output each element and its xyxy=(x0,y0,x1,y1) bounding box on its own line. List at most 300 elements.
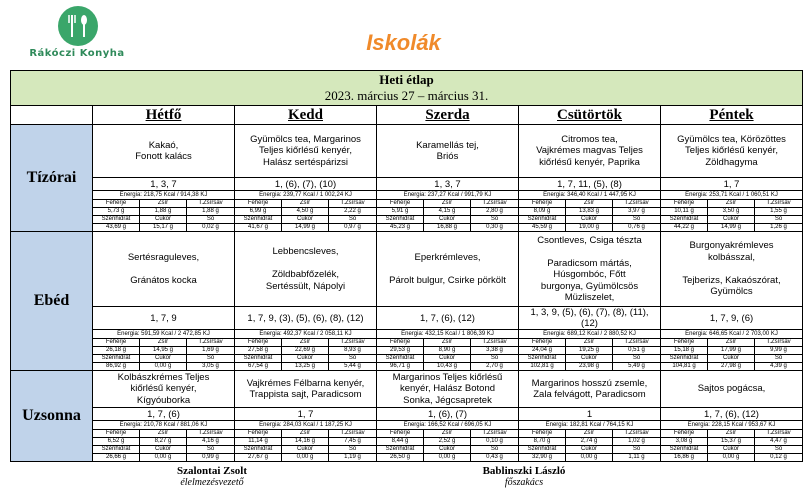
allergen-line: (12) xyxy=(581,318,598,329)
meal-line: Zöldhagyma xyxy=(705,156,758,168)
nutrient-label: Só xyxy=(755,446,802,454)
nutrient-label: Cukor xyxy=(282,355,329,363)
nutrient-value: 24,04 g xyxy=(519,347,566,355)
meal-text xyxy=(519,125,661,178)
nutrient-label: Zsír xyxy=(140,430,187,438)
nutrient-value: 0,00 g xyxy=(282,454,329,461)
nutrient-value: 4,47 g xyxy=(755,438,802,446)
meal-line: Tejberizs, Kakaószórat, xyxy=(682,274,781,286)
nutrient-value: 3,05 g xyxy=(202,363,219,369)
nutrient-value: 13,25 g xyxy=(282,363,329,370)
meal-line: Gránátos kocka xyxy=(130,274,197,286)
nutrient-value: 4,15 g xyxy=(424,208,471,216)
nutrient-value: 16,86 g xyxy=(661,454,708,461)
allergen-codes xyxy=(519,408,661,421)
nutrient-value: 22,69 g xyxy=(282,347,329,355)
allergen-codes xyxy=(519,178,661,191)
nutrient-label: Szénhidrát xyxy=(377,355,424,363)
nutrient-value: 2,74 g xyxy=(566,438,613,446)
nutrient-label: T.Zsírsav xyxy=(471,430,518,438)
day-header: Csütörtök xyxy=(519,106,661,125)
nutrient-label: Zsír xyxy=(708,339,755,347)
allergen-line: 1, (6), (7), (10) xyxy=(274,178,337,190)
nutrient-grid xyxy=(377,339,519,371)
nutrient-value: 44,22 g xyxy=(661,224,708,231)
nutrient-label: T.Zsírsav xyxy=(613,339,660,347)
nutrient-label: Fehérje xyxy=(661,200,708,208)
nutrient-values xyxy=(235,339,376,370)
allergen-line: 1, (6), (7) xyxy=(427,408,468,420)
nutrient-grid xyxy=(93,430,235,462)
nutrient-value: 4,39 g xyxy=(770,363,787,369)
nutrient-grid xyxy=(377,200,519,232)
meal-line: Fonott kalács xyxy=(135,151,192,162)
meal-text xyxy=(235,232,377,307)
nutrient-label: Cukor xyxy=(282,446,329,454)
nutrient-label: Só xyxy=(187,355,234,363)
nutrient-grid xyxy=(519,200,661,232)
nutrient-value: 8,70 g xyxy=(519,438,566,446)
nutrient-label: Cukor xyxy=(566,446,613,454)
nutrient-value: 2,52 g xyxy=(424,438,471,446)
meal-line: Sajtos pogácsa, xyxy=(697,383,766,395)
nutrient-value: 10,43 g xyxy=(424,363,471,370)
nutrient-label: Fehérje xyxy=(235,339,282,347)
allergen-codes xyxy=(93,408,235,421)
nutrient-value: 3,08 g xyxy=(661,438,708,446)
meal-text xyxy=(519,232,661,307)
nutrient-label: Cukor xyxy=(708,446,755,454)
nutrient-value: 14,99 g xyxy=(282,224,329,231)
nutrient-label: T.Zsírsav xyxy=(613,200,660,208)
allergen-codes xyxy=(235,178,377,191)
signature-2 xyxy=(424,465,624,488)
signature-1 xyxy=(112,465,312,488)
meal-line: Margarinos Teljes kiőrlésű xyxy=(392,371,503,383)
nutrient-label: T.Zsírsav xyxy=(755,339,802,347)
meal-line: Gyümölcs xyxy=(710,286,753,298)
meal-line: Vajkrémes magvas Teljes xyxy=(536,145,643,157)
nutrient-value: 0,99 g xyxy=(202,454,219,460)
nutrient-values xyxy=(377,430,518,461)
allergen-codes xyxy=(235,408,377,421)
energy-value: Energia: 492,37 Kcal / 2 058,11 KJ xyxy=(235,330,377,339)
nutrient-grid xyxy=(661,200,803,232)
section-label: Tízórai xyxy=(11,125,93,232)
allergen-line: 1, 3, 7 xyxy=(150,178,177,190)
nutrient-values xyxy=(661,339,802,370)
nutrient-value: 1,19 g xyxy=(344,454,361,460)
nutrient-value: 23,98 g xyxy=(566,363,613,370)
nutrient-value: 19,00 g xyxy=(566,224,613,231)
nutrient-label: Fehérje xyxy=(377,430,424,438)
energy-value: Energia: 237,27 Kcal / 991,79 KJ xyxy=(377,191,519,200)
nutrient-value: 1,88 g xyxy=(187,208,234,216)
nutrient-value: 3,50 g xyxy=(708,208,755,216)
nutrient-value: 67,54 g xyxy=(235,363,282,370)
nutrient-value: 14,16 g xyxy=(282,438,329,446)
meal-line: kiőrlésű kenyér, Paprika xyxy=(539,156,640,168)
nutrient-label: T.Zsírsav xyxy=(187,430,234,438)
energy-value: Energia: 166,52 Kcal / 696,05 KJ xyxy=(377,421,519,430)
day-header: Hétfő xyxy=(93,106,235,125)
meal-line: kenyér, Halász Botond xyxy=(399,383,496,395)
nutrient-label: Zsír xyxy=(566,339,613,347)
meal-line: Zöldbabfőzelék, xyxy=(271,269,340,280)
meal-text xyxy=(93,371,235,408)
nutrient-values xyxy=(377,200,518,231)
meal-line: Teljes kiőrlésű kenyér, xyxy=(259,145,352,157)
nutrient-label: T.Zsírsav xyxy=(471,200,518,208)
nutrient-value: 15,18 g xyxy=(661,347,708,355)
allergen-codes xyxy=(377,408,519,421)
corner-cell xyxy=(11,106,93,125)
nutrient-label: Cukor xyxy=(140,355,187,363)
nutrient-value: 41,67 g xyxy=(235,224,282,231)
nutrient-value: 0,12 g xyxy=(770,454,787,460)
meal-line: Sonka, Jégcsapretek xyxy=(403,394,492,406)
menu-title-line1: Heti étlap xyxy=(379,72,434,87)
signature-role: főszakács xyxy=(504,477,544,488)
nutrient-value: 14,95 g xyxy=(140,347,187,355)
meal-line xyxy=(235,258,376,270)
nutrient-label: Cukor xyxy=(424,446,471,454)
allergen-codes xyxy=(235,307,377,330)
allergen-line: 1, 3, 7 xyxy=(434,178,461,190)
nutrient-value: 27,98 g xyxy=(708,363,755,370)
nutrient-label: T.Zsírsav xyxy=(755,430,802,438)
nutrient-label: Szénhidrát xyxy=(235,355,282,363)
meal-text xyxy=(377,232,519,307)
nutrient-values xyxy=(93,430,234,461)
nutrient-label: Cukor xyxy=(424,355,471,363)
meal-text xyxy=(93,232,235,307)
nutrient-label: Fehérje xyxy=(235,430,282,438)
meal-line: Müzliszelet, xyxy=(564,292,615,303)
nutrient-label: Szénhidrát xyxy=(235,446,282,454)
meal-line: Csontleves, Csiga tészta xyxy=(537,234,642,246)
nutrient-values xyxy=(93,200,234,231)
nutrient-value: 4,16 g xyxy=(187,438,234,446)
nutrient-label: T.Zsírsav xyxy=(755,200,802,208)
nutrient-label: T.Zsírsav xyxy=(329,430,376,438)
nutrient-label: Fehérje xyxy=(93,200,140,208)
nutrient-label: Cukor xyxy=(424,216,471,224)
nutrient-value: 4,50 g xyxy=(282,208,329,216)
meal-text xyxy=(661,371,803,408)
nutrient-value: 5,49 g xyxy=(628,363,645,369)
nutrient-value: 0,00 g xyxy=(424,454,471,461)
meal-line: Briós xyxy=(436,151,459,162)
nutrient-label: Cukor xyxy=(566,355,613,363)
allergen-line: 1, 7, (6), (12) xyxy=(420,312,475,324)
nutrient-label: Szénhidrát xyxy=(519,216,566,224)
nutrient-value: 1,88 g xyxy=(140,208,187,216)
menu-date-range: 2023. március 27 – március 31. xyxy=(324,88,489,103)
nutrient-value: 0,00 g xyxy=(140,454,187,461)
nutrient-value: 19,25 g xyxy=(566,347,613,355)
energy-value: Energia: 591,59 Kcal / 2 472,85 KJ xyxy=(93,330,235,339)
nutrient-label: Cukor xyxy=(140,216,187,224)
nutrient-value: 27,67 g xyxy=(235,454,282,461)
nutrient-value: 8,93 g xyxy=(329,347,376,355)
allergen-codes xyxy=(661,408,803,421)
nutrient-label: Zsír xyxy=(282,339,329,347)
meal-line: Kígyóuborka xyxy=(136,394,191,406)
nutrient-value: 32,90 g xyxy=(519,454,566,461)
nutrient-value: 27,58 g xyxy=(235,347,282,355)
nutrient-label: Szénhidrát xyxy=(93,355,140,363)
nutrient-value: 17,99 g xyxy=(708,347,755,355)
nutrient-value: 3,97 g xyxy=(613,208,660,216)
allergen-line: 1, 7, 11, (5), (8) xyxy=(557,178,622,190)
nutrient-label: T.Zsírsav xyxy=(471,339,518,347)
nutrient-value: 45,23 g xyxy=(377,224,424,231)
nutrient-label: Szénhidrát xyxy=(519,355,566,363)
nutrient-label: Fehérje xyxy=(661,339,708,347)
nutrient-value: 5,44 g xyxy=(344,363,361,369)
meal-line: Eperkrémleves, xyxy=(414,251,481,263)
meal-line: Gyümölcs tea, Körözöttes xyxy=(677,133,786,145)
meal-text xyxy=(235,371,377,408)
nutrient-grid xyxy=(661,339,803,371)
nutrient-label: Só xyxy=(755,216,802,224)
energy-value: Energia: 432,15 Kcal / 1 806,39 KJ xyxy=(377,330,519,339)
nutrient-label: Szénhidrát xyxy=(377,216,424,224)
allergen-line: 1, 7, (6) xyxy=(147,408,180,420)
nutrient-label: Só xyxy=(755,355,802,363)
allergen-line: 1, 7 xyxy=(723,178,740,190)
nutrient-value: 5,91 g xyxy=(377,208,424,216)
energy-value: Energia: 210,78 Kcal / 881,06 KJ xyxy=(93,421,235,430)
meal-text xyxy=(519,371,661,408)
nutrient-value: 26,66 g xyxy=(93,454,140,461)
nutrient-grid xyxy=(93,339,235,371)
energy-value: Energia: 689,12 Kcal / 2 880,52 KJ xyxy=(519,330,661,339)
nutrient-values xyxy=(93,339,234,370)
meal-line xyxy=(519,246,660,258)
meal-text xyxy=(661,125,803,178)
nutrient-label: Só xyxy=(187,446,234,454)
nutrient-value: 1,26 g xyxy=(770,224,787,230)
nutrient-label: Só xyxy=(613,355,660,363)
menu-table xyxy=(10,70,803,462)
menu-title xyxy=(11,71,803,106)
energy-value: Energia: 228,15 Kcal / 953,67 KJ xyxy=(661,421,803,430)
day-header: Péntek xyxy=(661,106,803,125)
nutrient-value: 8,09 g xyxy=(519,208,566,216)
nutrient-label: Fehérje xyxy=(93,339,140,347)
nutrient-value: 102,81 g xyxy=(519,363,566,370)
nutrient-value: 5,73 g xyxy=(93,208,140,216)
nutrient-value: 2,70 g xyxy=(486,363,503,369)
nutrient-label: T.Zsírsav xyxy=(187,339,234,347)
nutrient-label: Cukor xyxy=(708,216,755,224)
meal-line xyxy=(93,263,234,275)
meal-line xyxy=(377,263,518,275)
nutrient-grid xyxy=(519,339,661,371)
meal-text xyxy=(661,232,803,307)
allergen-codes xyxy=(519,307,661,330)
nutrient-label: Só xyxy=(329,446,376,454)
energy-value: Energia: 218,75 Kcal / 914,38 KJ xyxy=(93,191,235,200)
nutrient-label: Zsír xyxy=(708,200,755,208)
section-label: Uzsonna xyxy=(11,371,93,462)
nutrient-label: Fehérje xyxy=(519,339,566,347)
nutrient-value: 7,45 g xyxy=(329,438,376,446)
nutrient-label: Zsír xyxy=(140,200,187,208)
nutrient-label: Zsír xyxy=(282,430,329,438)
meal-line: Halász sertéspárizsi xyxy=(263,156,348,168)
signature-name: Szalontai Zsolt xyxy=(177,465,247,477)
logo-text: Rákóczi Konyha xyxy=(29,48,125,59)
nutrient-grid xyxy=(519,430,661,462)
meal-line: Citromos tea, xyxy=(561,133,618,145)
nutrient-value: 1,02 g xyxy=(613,438,660,446)
meal-line: Teljes kiőrlésű kenyér, xyxy=(685,145,778,157)
energy-value: Energia: 284,03 Kcal / 1 187,25 KJ xyxy=(235,421,377,430)
meal-text xyxy=(377,371,519,408)
nutrient-value: 86,92 g xyxy=(93,363,140,370)
nutrient-label: Só xyxy=(613,216,660,224)
energy-value: Energia: 346,40 Kcal / 1 447,95 KJ xyxy=(519,191,661,200)
day-header: Szerda xyxy=(377,106,519,125)
meal-line: kiőrlésű kenyér, xyxy=(130,383,197,395)
meal-line: Zala felvágott, Paradicsom xyxy=(533,389,646,400)
allergen-line: 1, 7, 9, (6) xyxy=(709,312,754,324)
nutrient-values xyxy=(661,200,802,231)
nutrient-label: Fehérje xyxy=(661,430,708,438)
nutrient-value: 2,22 g xyxy=(329,208,376,216)
nutrient-value: 15,37 g xyxy=(708,438,755,446)
meal-line: burgonya, Gyümölcsös xyxy=(540,280,639,292)
allergen-codes xyxy=(93,178,235,191)
nutrient-label: Só xyxy=(471,216,518,224)
meal-line: kolbásszal, xyxy=(708,251,755,263)
meal-line: Sertéssült, Nápolyi xyxy=(265,280,346,292)
nutrient-values xyxy=(661,430,802,461)
nutrient-value: 15,17 g xyxy=(140,224,187,231)
meal-line: Lebbencsleves, xyxy=(272,246,339,257)
nutrient-value: 26,50 g xyxy=(377,454,424,461)
signature-role: élelmezésvezető xyxy=(180,477,244,488)
nutrient-value: 13,83 g xyxy=(566,208,613,216)
nutrient-label: Szénhidrát xyxy=(235,216,282,224)
nutrient-value: 0,00 g xyxy=(566,454,613,461)
nutrient-value: 11,14 g xyxy=(235,438,282,446)
nutrient-label: Cukor xyxy=(708,355,755,363)
meal-line: Húsgombóc, Főtt xyxy=(553,269,626,280)
nutrient-label: Zsír xyxy=(282,200,329,208)
nutrient-value: 0,97 g xyxy=(344,224,361,230)
nutrient-value: 43,69 g xyxy=(93,224,140,231)
section-label: Ebéd xyxy=(11,232,93,371)
meal-text xyxy=(93,125,235,178)
nutrient-label: Cukor xyxy=(282,216,329,224)
meal-line: Gyümölcs tea, Margarinos xyxy=(250,133,361,145)
nutrient-value: 0,51 g xyxy=(613,347,660,355)
nutrient-label: Cukor xyxy=(140,446,187,454)
allergen-line: 1, 7, 9, (3), (5), (6), (8), (12) xyxy=(247,312,364,324)
allergen-line: 1, 7 xyxy=(297,408,314,420)
allergen-codes xyxy=(377,178,519,191)
meal-line: Margarinos hosszú zsemle, xyxy=(531,377,648,389)
nutrient-label: Cukor xyxy=(566,216,613,224)
nutrient-label: Só xyxy=(471,446,518,454)
nutrient-label: Zsír xyxy=(424,430,471,438)
nutrient-label: Szénhidrát xyxy=(661,446,708,454)
allergen-line: 1, 7, (6), (12) xyxy=(704,408,759,420)
nutrient-label: Zsír xyxy=(566,200,613,208)
meal-text xyxy=(377,125,519,178)
allergen-codes xyxy=(661,178,803,191)
meal-line: Burgonyakrémleves xyxy=(689,240,774,252)
nutrient-grid xyxy=(93,200,235,232)
nutrient-grid xyxy=(377,430,519,462)
meal-line: Kakaó, xyxy=(148,139,179,151)
nutrient-label: Szénhidrát xyxy=(661,216,708,224)
signature-name: Bablinszki László xyxy=(482,465,566,477)
nutrient-values xyxy=(377,339,518,370)
meal-text xyxy=(235,125,377,178)
nutrient-value: 0,00 g xyxy=(708,454,755,461)
energy-value: Energia: 239,77 Kcal / 1 002,24 KJ xyxy=(235,191,377,200)
nutrient-label: Só xyxy=(329,216,376,224)
nutrient-value: 2,80 g xyxy=(471,208,518,216)
nutrient-label: Fehérje xyxy=(235,200,282,208)
meal-line: Sertésraguleves, xyxy=(127,251,200,263)
nutrient-values xyxy=(519,339,660,370)
nutrient-values xyxy=(235,200,376,231)
meal-line: Párolt bulgur, Csirke pörkölt xyxy=(389,274,506,286)
nutrient-label: Só xyxy=(613,446,660,454)
nutrient-value: 1,11 g xyxy=(628,454,645,460)
nutrient-value: 3,38 g xyxy=(471,347,518,355)
nutrient-value: 0,10 g xyxy=(471,438,518,446)
nutrient-value: 8,27 g xyxy=(140,438,187,446)
meal-line: Trappista sajt, Paradicsom xyxy=(249,389,362,400)
nutrient-label: Só xyxy=(329,355,376,363)
nutrient-value: 26,18 g xyxy=(93,347,140,355)
nutrient-grid xyxy=(235,200,377,232)
nutrient-values xyxy=(519,200,660,231)
nutrient-values xyxy=(519,430,660,461)
nutrient-value: 8,44 g xyxy=(377,438,424,446)
day-header: Kedd xyxy=(235,106,377,125)
meal-line: Kolbászkrémes Teljes xyxy=(117,371,210,383)
nutrient-value: 0,76 g xyxy=(628,224,645,230)
nutrient-label: Zsír xyxy=(566,430,613,438)
nutrient-label: Fehérje xyxy=(377,200,424,208)
nutrient-label: Fehérje xyxy=(519,430,566,438)
allergen-codes xyxy=(93,307,235,330)
nutrient-grid xyxy=(235,339,377,371)
nutrient-label: Zsír xyxy=(424,339,471,347)
energy-value: Energia: 253,71 Kcal / 1 060,51 KJ xyxy=(661,191,803,200)
nutrient-value: 8,90 g xyxy=(424,347,471,355)
nutrient-value: 10,11 g xyxy=(661,208,708,216)
allergen-codes xyxy=(377,307,519,330)
meal-line: Paradicsom mártás, xyxy=(547,257,632,269)
nutrient-label: Zsír xyxy=(708,430,755,438)
nutrient-values xyxy=(235,430,376,461)
nutrient-label: T.Zsírsav xyxy=(329,200,376,208)
nutrient-label: Fehérje xyxy=(519,200,566,208)
nutrient-value: 45,59 g xyxy=(519,224,566,231)
nutrient-value: 96,71 g xyxy=(377,363,424,370)
nutrient-value: 16,88 g xyxy=(424,224,471,231)
nutrient-value: 6,52 g xyxy=(93,438,140,446)
